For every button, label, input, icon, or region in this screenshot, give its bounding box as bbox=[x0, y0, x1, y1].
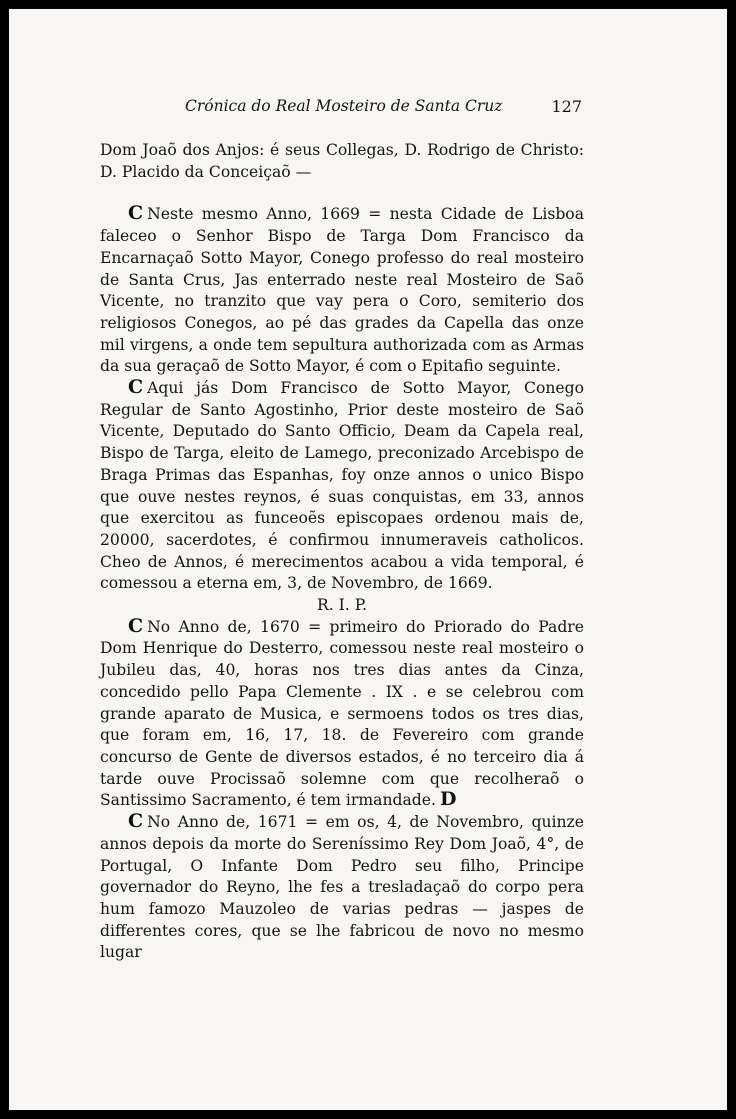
paragraph-0: Dom Joaõ dos Anjos: é seus Collegas, D. Rodrigo de Christo: D. Placido da Conceiçaõ — bbox=[100, 141, 584, 181]
paragraph-1-text: Neste mesmo Anno, 1669 = nesta Cidade de Lisboa faleceo o Senhor Bispo de Targa Dom Francisco da Encarnaçaõ Sotto Mayor, Conego professo do real mosteiro de Santa Crus, Jas enterrado neste real Mosteiro de Saõ Vicente, no tranzito que vay pera o Coro, semiterio dos religiosos Conegos, ao pé das grades da Capella das onze mil virgens, a onde tem sepultura authorizada com as Armas da sua geraçaõ de Sotto Mayor, é com o Epitafio seguinte. bbox=[100, 205, 584, 376]
end-mark-icon: D bbox=[439, 788, 457, 811]
paragraph-mark-icon: C bbox=[128, 376, 144, 399]
running-title: Crónica do Real Mosteiro de Santa Cruz bbox=[185, 97, 503, 115]
paragraph-2 bbox=[100, 378, 584, 595]
page-header bbox=[109, 97, 582, 119]
rip-line: R. I. P. bbox=[316, 596, 368, 615]
paragraph-1 bbox=[100, 204, 584, 378]
paragraph-2-text: Aqui jás Dom Francisco de Sotto Mayor, Conego Regular de Santo Agostinho, Prior deste mosteiro de Saõ Vicente, Deputado do Santo Officio, Deam da Capela real, Bispo de Targa, eleito de Lamego, preconizado Arcebispo de Braga Primas das Espanhas, foy onze annos o unico Bispo que ouve nestes reynos, é suas conquistas, em 33, annos que exercitou as funceoẽs episcopaes ordenou mais de, 20000, sacerdotes, é confirmou innumeraveis catholicos. Cheo de Annos, é merecimentos acabou a vida temporal, é comessou a eterna em, 3, de Novembro, de 1669. bbox=[100, 379, 584, 593]
paragraph-3 bbox=[100, 614, 584, 812]
paragraph-mark-icon: C bbox=[128, 614, 144, 637]
paragraph-mark-icon: C bbox=[128, 202, 144, 225]
paragraph-3-text: No Anno de, 1670 = primeiro do Priorado do Padre Dom Henrique do Desterro, comessou neste real mosteiro o Jubileu das, 40, horas nos tres dias antes da Cinza, concedido pello Papa Clemente . IX . e se celebrou com grande aparato de Musica, e sermoens todos os tres dias, que foram em, 16, 17, 18. de Fevereiro com grande concurso de Gente de diversos estados, é no terceiro dia á tarde ouve Procissaõ solemne com que recolheraõ o Santissimo Sacramento, é tem irmandade. bbox=[100, 617, 584, 810]
paragraph-4 bbox=[100, 812, 584, 964]
book-page bbox=[9, 9, 727, 1110]
page-body bbox=[100, 140, 584, 964]
paragraph-4-text: No Anno de, 1671 = em os, 4, de Novembro, quinze annos depois da morte do Sereníssimo Rey Dom Joaõ, 4°, de Portugal, O Infante Dom Pedro seu filho, Principe governador do Reyno, lhe fes a tresladaçaõ do corpo pera hum famozo Mauzoleo de varias pedras — jaspes de differentes cores, que se lhe fabricou de novo no mesmo lugar bbox=[100, 813, 584, 962]
paragraph-mark-icon: C bbox=[128, 810, 144, 833]
page-number: 127 bbox=[551, 97, 582, 116]
